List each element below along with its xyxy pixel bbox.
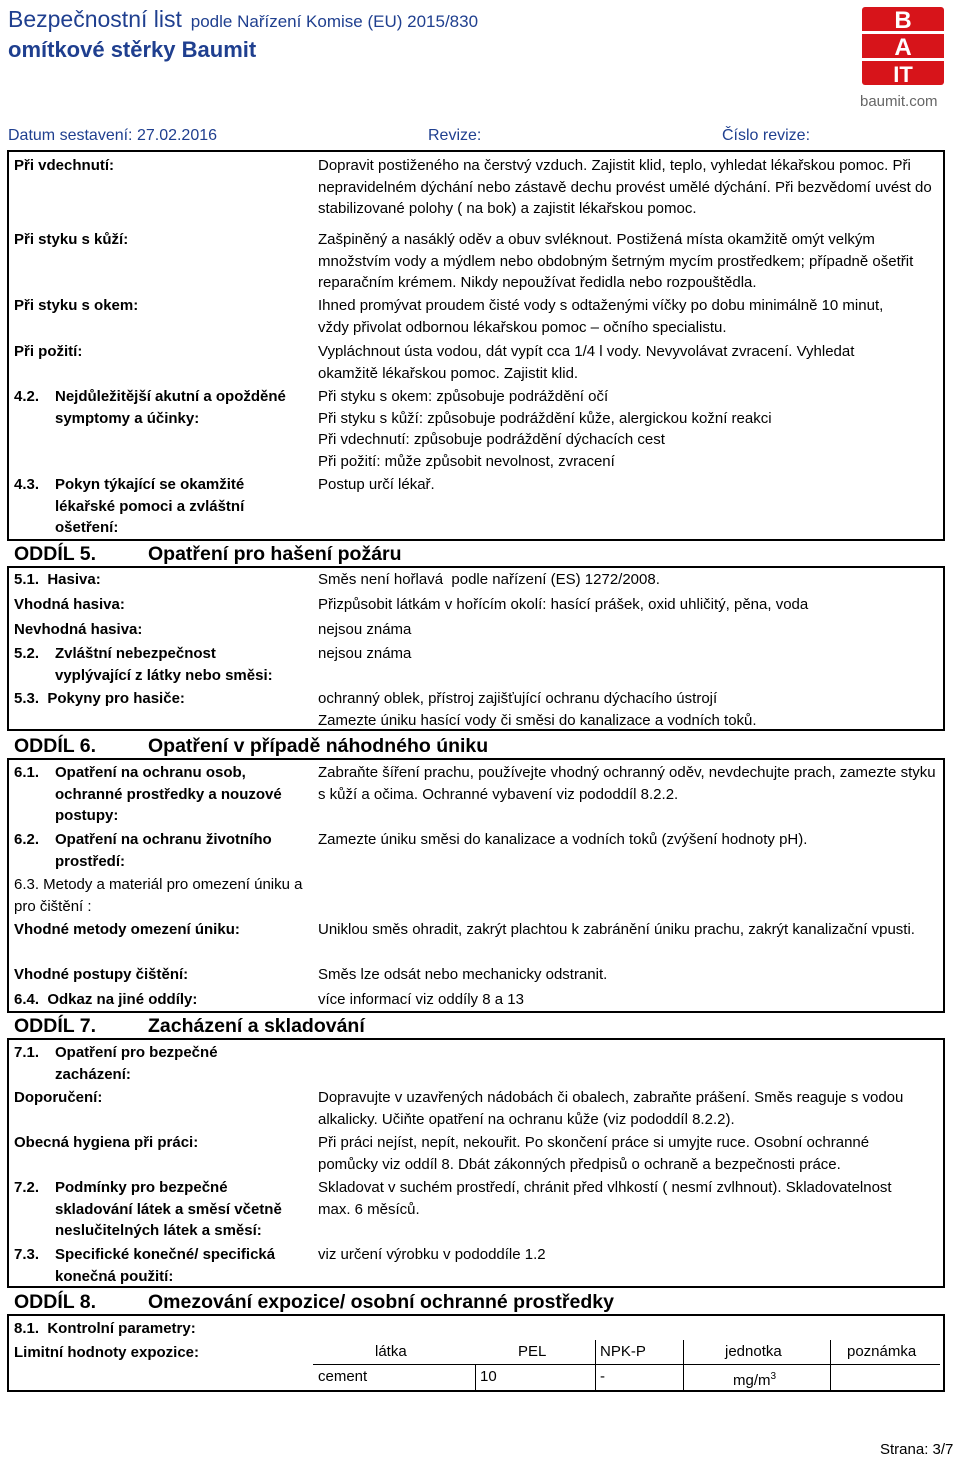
subsection-6-1-number: 6.1. [14,764,40,781]
section-8-title: Omezování expozice/ osobní ochranné prostředky [148,1291,614,1313]
subsection-7-1-label: Opatření pro bezpečné zacházení: [55,1044,218,1083]
hygiene-label: Obecná hygiena při práci: [14,1134,199,1151]
subsection-4-3-number: 4.3. [14,476,40,493]
table-cell-pel: 10 [480,1368,497,1385]
table-cell-substance: cement [318,1368,368,1385]
table-row-divider [313,1364,940,1365]
revision-label: Revize: [428,127,482,144]
firefighters-advice-line-1: ochranný oblek, přístroj zajišťující ochranu dýchacího ústrojí [318,690,718,707]
subsection-4-3-label: Pokyn týkající se okamžité lékařské pomoci a zvláštní ošetření: [55,476,245,536]
extinguishing-media-label: 5.1. Hasiva: [14,571,101,588]
section-6-title: Opatření v případě náhodného úniku [148,735,489,757]
eye-contact-label: Při styku s okem: [14,297,139,314]
table-header-substance: látka [375,1343,407,1360]
firefighters-advice-label: 5.3. Pokyny pro hasiče: [14,690,185,707]
symptoms-ingestion: Při požití: může způsobit nevolnost, zvracení [318,452,615,470]
section-8-number: ODDÍL 8. [14,1291,96,1313]
firefighters-advice-line-2: Zamezte úniku hasící vody či směsi do kanalizace a vodních toků. [318,711,757,729]
unsuitable-media-label: Nevhodná hasiva: [14,621,143,638]
ingestion-text: Vypláchnout ústa vodou, dát vypít cca 1/4 l vody. Nevyvolávat zvracení. Vyhledat okamžitě lékařskou pomoc. Zajistit klid. [318,343,855,382]
handling-recommendations-text: Dopravujte v uzavřených nádobách či obalech, zabraňte prášení. Směs reaguje s vodou alkalicky. Učiňte opatření na ochranu kůže (viz pododdíl 8.2.2). [318,1089,904,1128]
section-7-title: Zacházení a skladování [148,1015,365,1037]
table-col-divider-2 [595,1340,596,1390]
exposure-limits-label: Limitní hodnoty expozice: [14,1344,200,1361]
section-7-heading [14,1013,365,1039]
other-sections-label: 6.4. Odkaz na jiné oddíly: [14,991,198,1008]
revision-number-label: Číslo revize: [722,127,811,144]
section-8-heading [14,1289,614,1315]
table-col-divider-1 [475,1364,476,1390]
table-col-divider-3 [683,1340,684,1390]
subsection-7-3-label: Specifické konečné/ specifická konečná použití: [55,1246,276,1285]
special-hazards-text: nejsou známa [318,645,412,662]
table-header-pel: PEL [518,1343,547,1360]
table-cell-npk-p: - [600,1368,605,1385]
ingestion-label: Při požití: [14,343,83,360]
logo-url: baumit.com [860,93,938,110]
environmental-precautions-text: Zamezte úniku směsi do kanalizace a vodních toků (zvýšení hodnoty pH). [318,831,808,848]
subsection-7-2-label: Podmínky pro bezpečné skladování látek a směsí včetně neslučitelných látek a směsí: [55,1179,282,1239]
page-number: Strana: 3/7 [880,1441,954,1458]
table-cell-unit [733,1367,776,1391]
date-created: Datum sestavení: 27.02.2016 [8,127,218,144]
eye-contact-text: Ihned promývat proudem čisté vody s odtaženými víčky po dobu minimálně 10 minut, vždy přivolat odbornou lékařskou pomoc – očního specialistu. [318,297,884,336]
suitable-media-label: Vhodná hasiva: [14,596,125,613]
logo-letters-uit: IT [893,62,913,87]
table-header-unit: jednotka [725,1343,782,1360]
product-name: omítkové stěrky Baumit [8,37,257,62]
table-header-note: poznámka [847,1343,917,1360]
table-header-npk-p: NPK-P [600,1343,646,1360]
unit-text: mg/m [733,1372,771,1389]
subsection-4-2-number: 4.2. [14,388,40,405]
suitable-media-text: Přizpůsobit látkám v hořícím okolí: hasící prášek, oxid uhličitý, pěna, voda [318,596,809,613]
specific-end-use-text: viz určení výrobku v pododdíle 1.2 [318,1246,546,1263]
subsection-6-1-label: Opatření na ochranu osob, ochranné prostředky a nouzové postupy: [55,764,282,824]
inhalation-text: Dopravit postiženého na čerstvý vzduch. Zajistit klid, teplo, vyhledat lékařskou pomoc. Při nepravidelném dýchání nebo zástavě dechu provést umělé dýchání. Při bezvědomí uvést do stabilizované polohy ( na bok) a zajistit lékařskou pomoc. [318,157,932,217]
subsection-4-2-label: Nejdůležitější akutní a opožděné symptomy a účinky: [55,388,286,427]
subsection-7-2-number: 7.2. [14,1179,40,1196]
baumit-logo-mark [858,3,948,89]
regulation-reference: podle Nařízení Komise (EU) 2015/830 [190,12,479,31]
section-5-number: ODDÍL 5. [14,543,96,565]
control-parameters-label: 8.1. Kontrolní parametry: [14,1320,196,1337]
document-title: Bezpečnostní list [8,6,182,32]
personal-precautions-text: Zabraňte šíření prachu, používejte vhodný ochranný oděv, nevdechujte prach, zamezte styku s kůží a očima. Ochranné vybavení viz pododdíl 8.2.2. [318,764,936,803]
cleanup-methods-text: Směs lze odsát nebo mechanicky odstranit. [318,966,608,983]
section-7-number: ODDÍL 7. [14,1015,96,1037]
storage-conditions-text: Skladovat v suchém prostředí, chránit před vlhkostí ( nesmí zvlhnout). Skladovatelnost max. 6 měsíců. [318,1179,892,1218]
subsection-6-2-number: 6.2. [14,831,40,848]
section-6-number: ODDÍL 6. [14,735,96,757]
medical-aid-text: Postup určí lékař. [318,476,435,493]
containment-methods-text: Uniklou směs ohradit, zakrýt plachtou k zabránění úniku prachu, zakrýt kanalizační vpusti. [318,921,915,938]
other-sections-text: více informací viz oddíly 8 a 13 [318,991,524,1008]
table-col-divider-4 [830,1340,831,1390]
subsection-7-3-number: 7.3. [14,1246,40,1263]
unit-superscript: 3 [770,1371,777,1382]
cleanup-methods-label: Vhodné postupy čištění: [14,966,189,983]
extinguishing-media-text: Směs není hořlavá podle nařízení (ES) 1272/2008. [318,571,660,588]
subsection-6-2-label: Opatření na ochranu životního prostředí: [55,831,272,870]
subsection-7-1-number: 7.1. [14,1044,40,1061]
subsection-5-2-number: 5.2. [14,645,40,662]
symptoms-inhalation: Při vdechnutí: způsobuje podráždění dýchacích cest [318,431,665,448]
skin-contact-text: Zašpiněný a nasáklý oděv a obuv svléknout. Postižená místa okamžitě omýt velkým množstvím vody a mýdlem nebo obdobným šetrným mycím prostředkem; případně ošetřit reparačním krémem. Nikdy nepoužívat ředidla nebo rozpouštědla. [318,231,914,291]
inhalation-label: Při vdechnutí: [14,157,115,174]
document-title-line [8,6,478,33]
section-5-heading [14,541,402,567]
symptoms-skin: Při styku s kůží: způsobuje podráždění kůže, alergickou kožní reakci [318,409,772,427]
handling-recommendations-label: Doporučení: [14,1089,103,1106]
containment-methods-label: Vhodné metody omezení úniku: [14,921,240,938]
section-5-title: Opatření pro hašení požáru [148,543,402,565]
baumit-logo [858,3,948,89]
symptoms-eye: Při styku s okem: způsobuje podráždění očí [318,388,609,405]
subsection-6-3-label: 6.3. Metody a materiál pro omezení úniku a pro čištění : [14,876,303,915]
subsection-5-2-label: Zvláštní nebezpečnost vyplývající z látky nebo směsi: [55,645,273,684]
skin-contact-label: Při styku s kůží: [14,231,129,248]
hygiene-text: Při práci nejíst, nepít, nekouřit. Po skončení práce si umyjte ruce. Osobní ochranné pomůcky viz oddíl 8. Dbát zákonných předpisů o ochraně a bezpečnosti práce. [318,1134,870,1173]
unsuitable-media-text: nejsou známa [318,621,412,638]
logo-letter-b: B [894,7,912,34]
section-6-heading [14,733,488,759]
logo-letter-a: A [894,34,912,61]
